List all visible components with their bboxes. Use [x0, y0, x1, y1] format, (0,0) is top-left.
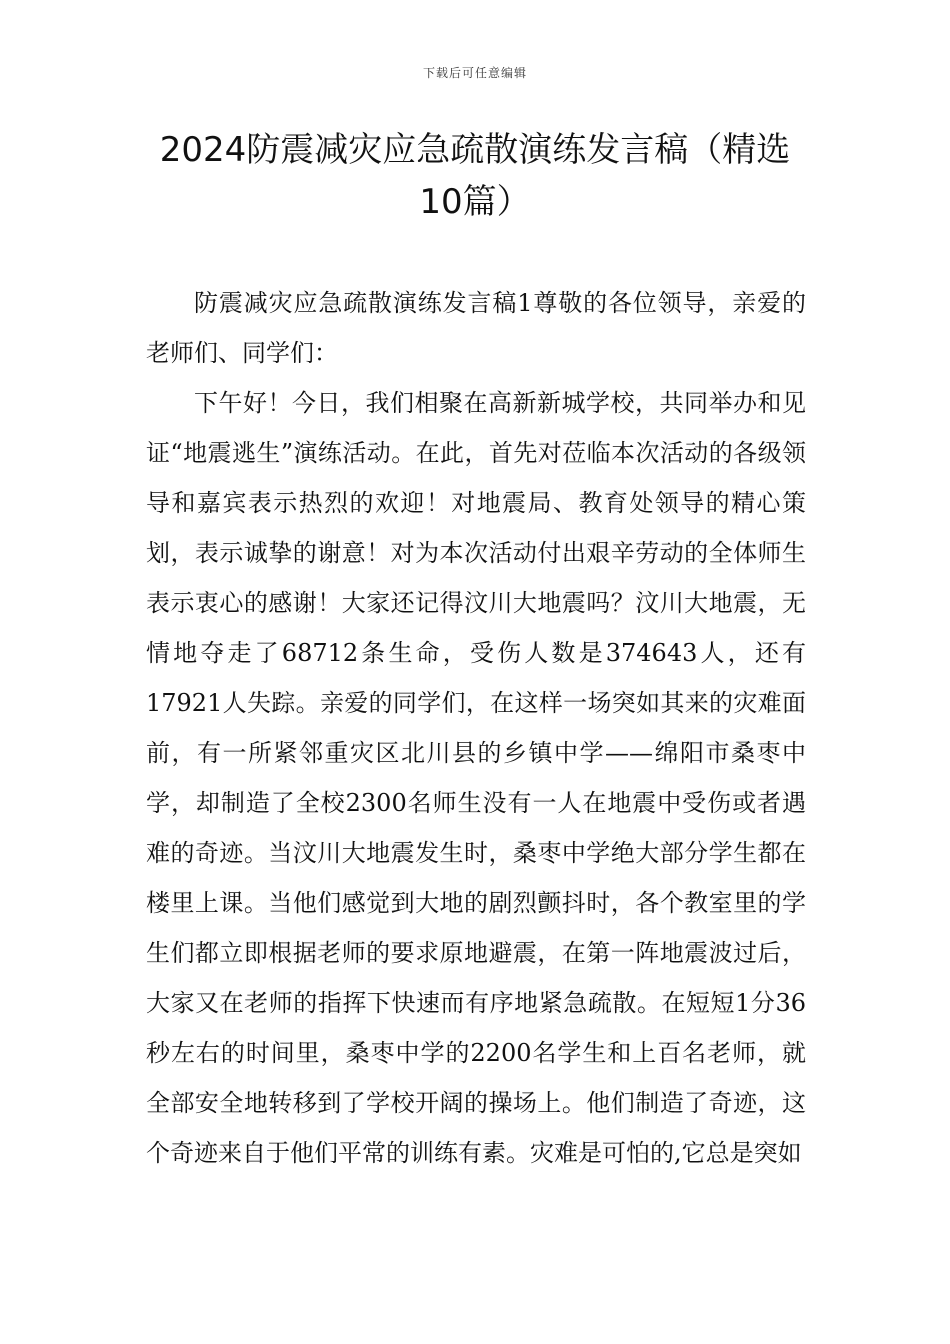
paragraph-intro: 防震减灾应急疏散演练发言稿1尊敬的各位领导，亲爱的老师们、同学们： [146, 289, 806, 367]
paragraph-main: 下午好！今日，我们相聚在高新新城学校，共同举办和见证“地震逃生”演练活动。在此，首先对莅临本次活动的各级领导和嘉宾表示热烈的欢迎！对地震局、教育处领导的精心策划，表示诚挚的谢意！对为本次活动付出艰辛劳动的全体师生表示衷心的感谢！大家还记得汶川大地震吗？汶川大地震，无情地夺走了68712条生命，受伤人数是374643人，还有17921人失踪。亲爱的同学们，在这样一场突如其来的灾难面前，有一所紧邻重灾区北川县的乡镇中学——绵阳市桑枣中学，却制造了全校2300名师生没有一人在地震中受伤或者遇难的奇迹。当汶川大地震发生时，桑枣中学绝大部分学生都在楼里上课。当他们感觉到大地的剧烈颤抖时，各个教室里的学生们都立即根据老师的要求原地避震，在第一阵地震波过后，大家又在老师的指挥下快速而有序地紧急疏散。在短短1分36秒左右的时间里，桑枣中学的2200名学生和上百名老师，就全部安全地转移到了学校开阔的操场上。他们制造了奇迹，这个奇迹来自于他们平常的训练有素。灾难是可怕的,它总是突如 [146, 389, 806, 1167]
document-body [146, 278, 806, 1178]
document-title: 2024防震减灾应急疏散演练发言稿（精选10篇） [159, 130, 791, 222]
header-note: 下载后可任意编辑 [422, 66, 527, 80]
